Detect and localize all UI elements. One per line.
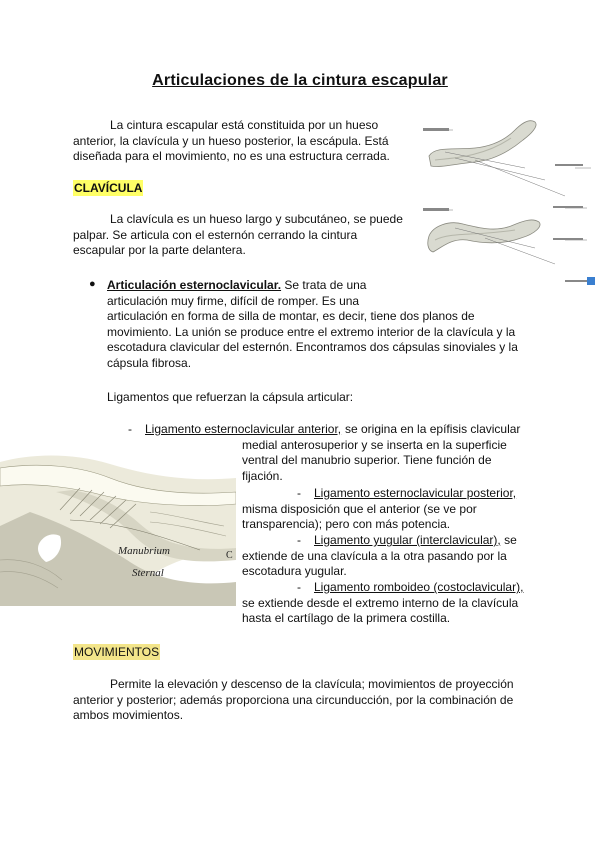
intro-text: La cintura escapular está constituida por un hueso anterior, la clavícula y un hueso posterior, la escápula. Está diseñada para el movimiento, no es una estructura cerrada. bbox=[73, 118, 390, 163]
intro-paragraph bbox=[73, 118, 403, 165]
ligaments-intro: Ligamentos que refuerzan la cápsula articular: bbox=[107, 390, 354, 404]
label-manubrium: Manubrium bbox=[118, 545, 170, 557]
bullet-text-3: articulación en forma de silla de montar, es decir, tiene dos planos de movimiento. La unión se produce entre el extremo interior de la clavícula y la escotadura clavicular del esternón. Encontramos dos cápsulas sinoviales y la cápsula fibrosa. bbox=[107, 309, 518, 370]
label-c: C bbox=[226, 550, 233, 561]
ligament-3 bbox=[242, 533, 527, 580]
label-sternal: Sternal bbox=[132, 567, 164, 579]
movimientos-paragraph bbox=[73, 677, 528, 724]
bullet-text-2: articulación muy firme, difícil de romper. Es una bbox=[107, 293, 360, 308]
section-heading-movimientos bbox=[73, 645, 160, 659]
ligament-4-marker: - bbox=[297, 580, 301, 594]
ligament-1-text: se origina en la epífisis clavicular medial anterosuperior y se inserta en la superficie ventral del manubrio superior. Tiene función de fijación. bbox=[242, 422, 521, 483]
clavicula-text: La clavícula es un hueso largo y subcutáneo, se puede palpar. Se articula con el esternón cerrando la cintura escapular por la parte delantera. bbox=[73, 212, 403, 257]
ligament-1-name: Ligamento esternoclavicular anterior, bbox=[145, 422, 342, 436]
ligament-4-text: se extiende desde el extremo interno de la clavícula hasta el cartílago de la primera costilla. bbox=[242, 595, 519, 625]
ligament-3-name: Ligamento yugular (interclavicular), bbox=[314, 533, 501, 547]
ligament-2-name: Ligamento esternoclavicular posterior, bbox=[314, 486, 517, 500]
section-heading-clavicula bbox=[73, 181, 143, 195]
sternoclavicular-figure bbox=[0, 452, 236, 606]
movimientos-text: Permite la elevación y descenso de la clavícula; movimientos de proyección anterior y posterior; además proporciona una circunducción, por la combinación de ambos movimientos. bbox=[73, 677, 514, 722]
bullet-text-1: Se trata de una bbox=[284, 278, 367, 292]
clavicle-figure bbox=[415, 108, 597, 288]
movimientos-heading: MOVIMIENTOS bbox=[74, 645, 160, 659]
ligament-4 bbox=[242, 580, 532, 627]
ligament-illustration bbox=[0, 452, 236, 606]
clavicula-paragraph bbox=[73, 212, 408, 259]
clavicle-lower-view bbox=[428, 220, 540, 252]
ligament-3-text: se extiende de una clavícula a la otra pasando por la escotadura yugular. bbox=[242, 533, 517, 578]
clavicula-heading: CLAVÍCULA bbox=[74, 181, 143, 195]
ligament-2-marker: - bbox=[297, 486, 301, 500]
bullet-title: Articulación esternoclavicular. bbox=[107, 278, 282, 292]
bullet-esternoclavicular bbox=[107, 278, 407, 309]
ligament-3-marker: - bbox=[297, 533, 301, 547]
page-title: Articulaciones de la cintura escapular bbox=[152, 72, 448, 89]
bullet-marker: ● bbox=[89, 278, 96, 290]
ligament-4-name: Ligamento romboideo (costoclavicular), bbox=[314, 580, 524, 594]
ligament-2-text: misma disposición que el anterior (se ve por transparencia); pero con más potencia. bbox=[242, 501, 477, 531]
ligament-1-desc bbox=[242, 422, 527, 484]
ligament-1-marker: - bbox=[128, 422, 132, 436]
bullet-continuation bbox=[107, 309, 532, 371]
expand-icon[interactable] bbox=[587, 277, 595, 285]
ligament-2 bbox=[242, 486, 527, 533]
